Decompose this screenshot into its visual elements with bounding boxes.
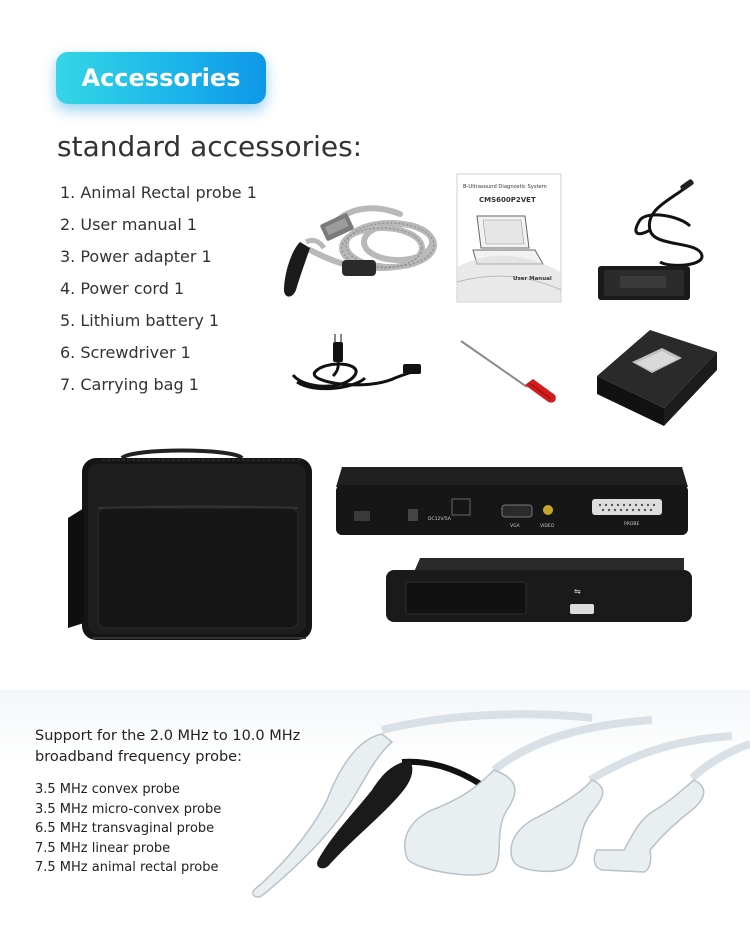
- screwdriver-image: [455, 335, 565, 415]
- list-item: 6.5 MHz transvaginal probe: [35, 821, 215, 836]
- list-item: 3.5 MHz micro-convex probe: [35, 801, 222, 817]
- manual-model: CMS600P2VET: [479, 196, 536, 204]
- vga-port-label: VGA: [510, 524, 520, 529]
- usb-icon: ⇋: [574, 587, 581, 596]
- carrying-bag-image: [62, 448, 314, 658]
- manual-title: B-Ultrasound Diagnostic System: [463, 184, 547, 190]
- list-item: 6. Screwdriver 1: [60, 343, 191, 362]
- list-item: 1. Animal Rectal probe 1: [60, 183, 257, 202]
- lithium-battery-image: [592, 318, 722, 433]
- support-frequency-title: Support for the 2.0 MHz to 10.0 MHz broadband frequency probe:: [35, 728, 301, 765]
- power-adapter-image: [590, 170, 730, 310]
- manual-footer: User Manual: [513, 276, 552, 282]
- rectal-probe-image: [270, 190, 440, 305]
- probe-types-list: [35, 780, 221, 878]
- device-side-image: [384, 556, 694, 624]
- list-item: 5. Lithium battery 1: [60, 311, 220, 330]
- list-item: 3.5 MHz convex probe: [35, 782, 180, 797]
- list-item: 7. Carrying bag 1: [60, 375, 199, 394]
- power-cord-image: [285, 330, 425, 395]
- list-item: 4. Power cord 1: [60, 279, 185, 298]
- standard-accessories-heading: standard accessories:: [57, 130, 363, 163]
- video-port-label: VIDEO: [540, 524, 555, 529]
- user-manual-image: [455, 172, 565, 304]
- list-item: 2. User manual 1: [60, 215, 198, 234]
- list-item: 3. Power adapter 1: [60, 247, 212, 266]
- device-back-image: [334, 465, 690, 537]
- accessories-badge: Accessories: [56, 52, 266, 104]
- standard-accessories-list: [60, 182, 257, 406]
- dc-port-label: DC12V/5A: [428, 517, 451, 522]
- list-item: 7.5 MHz linear probe: [35, 840, 171, 856]
- list-item: 7.5 MHz animal rectal probe: [35, 860, 219, 875]
- probe-port-label: PROBE: [624, 522, 640, 527]
